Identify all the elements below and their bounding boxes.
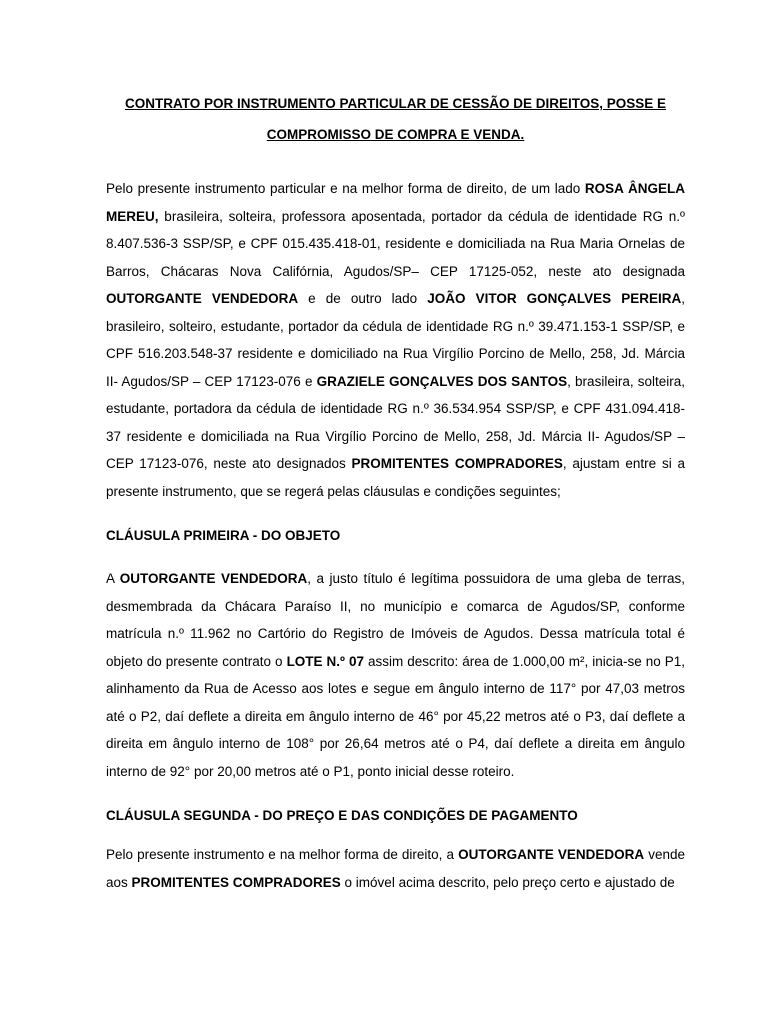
buyer-2-name: GRAZIELE GONÇALVES DOS SANTOS bbox=[316, 373, 568, 389]
spacer bbox=[106, 830, 685, 841]
clause-2-text-3: o imóvel acima descrito, pelo preço certo e ajustado de bbox=[340, 874, 675, 890]
document-title-line-2: COMPROMISSO DE COMPRA E VENDA. bbox=[266, 127, 525, 142]
buyer-1-name: JOÃO VITOR GONÇALVES PEREIRA bbox=[427, 291, 682, 306]
document-page bbox=[106, 88, 685, 896]
preamble-text-5: , brasileira, solteira, estudante, portadora da cédula de identidade RG n.º 36.534.954 SSP/SP, e CPF 431.094.418-37 residente e domiciliada na Rua Virgílio Porcino de Mello, 258, Jd. Márcia II- Agudos/SP – CEP 17123-076, neste ato designados bbox=[106, 373, 686, 471]
buyers-designation: PROMITENTES COMPRADORES bbox=[351, 456, 563, 471]
clause-1-paragraph bbox=[106, 565, 685, 785]
clause-1-text-1: A bbox=[106, 571, 120, 586]
seller-designation: OUTORGANTE VENDEDORA bbox=[106, 291, 299, 306]
preamble-text-2: brasileira, solteira, professora aposentada, portador da cédula de identidade RG n.º 8.407.536-3 SSP/SP, e CPF 015.435.418-01, residente e domiciliada na Rua Maria Ornelas de Barros, Chácaras Nova Califórnia, Agudos/SP– CEP 17125-052, neste ato designada bbox=[106, 208, 685, 279]
preamble-text-4: , brasileiro, solteiro, estudante, portador da cédula de identidade RG n.º 39.471.153-1 SSP/SP, e CPF 516.203.548-37 residente e domiciliado na Rua Virgílio Porcino de Mello, 258, Jd. Márcia II- Agudos/SP – CEP 17123-076 e bbox=[106, 291, 686, 389]
clause-2-buyers: PROMITENTES COMPRADORES bbox=[131, 874, 341, 890]
preamble-text-6: , ajustam entre si a presente instrumento, que se regerá pelas cláusulas e condições seguintes; bbox=[106, 456, 685, 499]
clause-1-seller: OUTORGANTE VENDEDORA bbox=[119, 571, 308, 586]
clause-2-seller: OUTORGANTE VENDEDORA bbox=[458, 847, 645, 862]
clause-2-text-1: Pelo presente instrumento e na melhor forma de direito, a bbox=[106, 847, 459, 862]
seller-name: ROSA ÂNGELA MEREU, bbox=[106, 181, 685, 224]
spacer bbox=[106, 505, 685, 522]
spacer bbox=[106, 150, 685, 175]
clause-1-text-2: , a justo título é legítima possuidora de uma gleba de terras, desmembrada da Chácara Paraíso II, no município e comarca de Agudos/SP, conforme matrícula n.º 11.962 no Cartório do Registro de Imóveis de Agudos. Dessa matrícula total é objeto do presente contrato o bbox=[106, 571, 685, 669]
lot-number: LOTE N.º 07 bbox=[286, 653, 364, 669]
spacer bbox=[106, 785, 685, 802]
clause-2-paragraph bbox=[106, 841, 685, 896]
clause-2-heading: CLÁUSULA SEGUNDA - DO PREÇO E DAS CONDIÇÕES DE PAGAMENTO bbox=[106, 808, 578, 823]
clause-1-heading: CLÁUSULA PRIMEIRA - DO OBJETO bbox=[106, 528, 341, 543]
preamble-paragraph bbox=[106, 175, 685, 505]
preamble-text-1: Pelo presente instrumento particular e na melhor forma de direito, de um lado bbox=[106, 181, 585, 196]
document-title-line-1: CONTRATO POR INSTRUMENTO PARTICULAR DE CESSÃO DE DIREITOS, POSSE E bbox=[124, 96, 667, 111]
preamble-text-3: e de outro lado bbox=[298, 291, 428, 306]
spacer bbox=[106, 550, 685, 565]
clause-2-text-2: vende aos bbox=[106, 847, 685, 890]
clause-1-text-3: assim descrito: área de 1.000,00 m², inicia-se no P1, alinhamento da Rua de Acesso aos lotes e segue em ângulo interno de 117° por 47,03 metros até o P2, daí deflete a direita em ângulo interno de 46° por 45,22 metros até o P3, daí deflete a direita em ângulo interno de 108° por 26,64 metros até o P4, daí deflete a direita em ângulo interno de 92° por 20,00 metros até o P1, ponto inicial desse roteiro. bbox=[106, 653, 685, 779]
